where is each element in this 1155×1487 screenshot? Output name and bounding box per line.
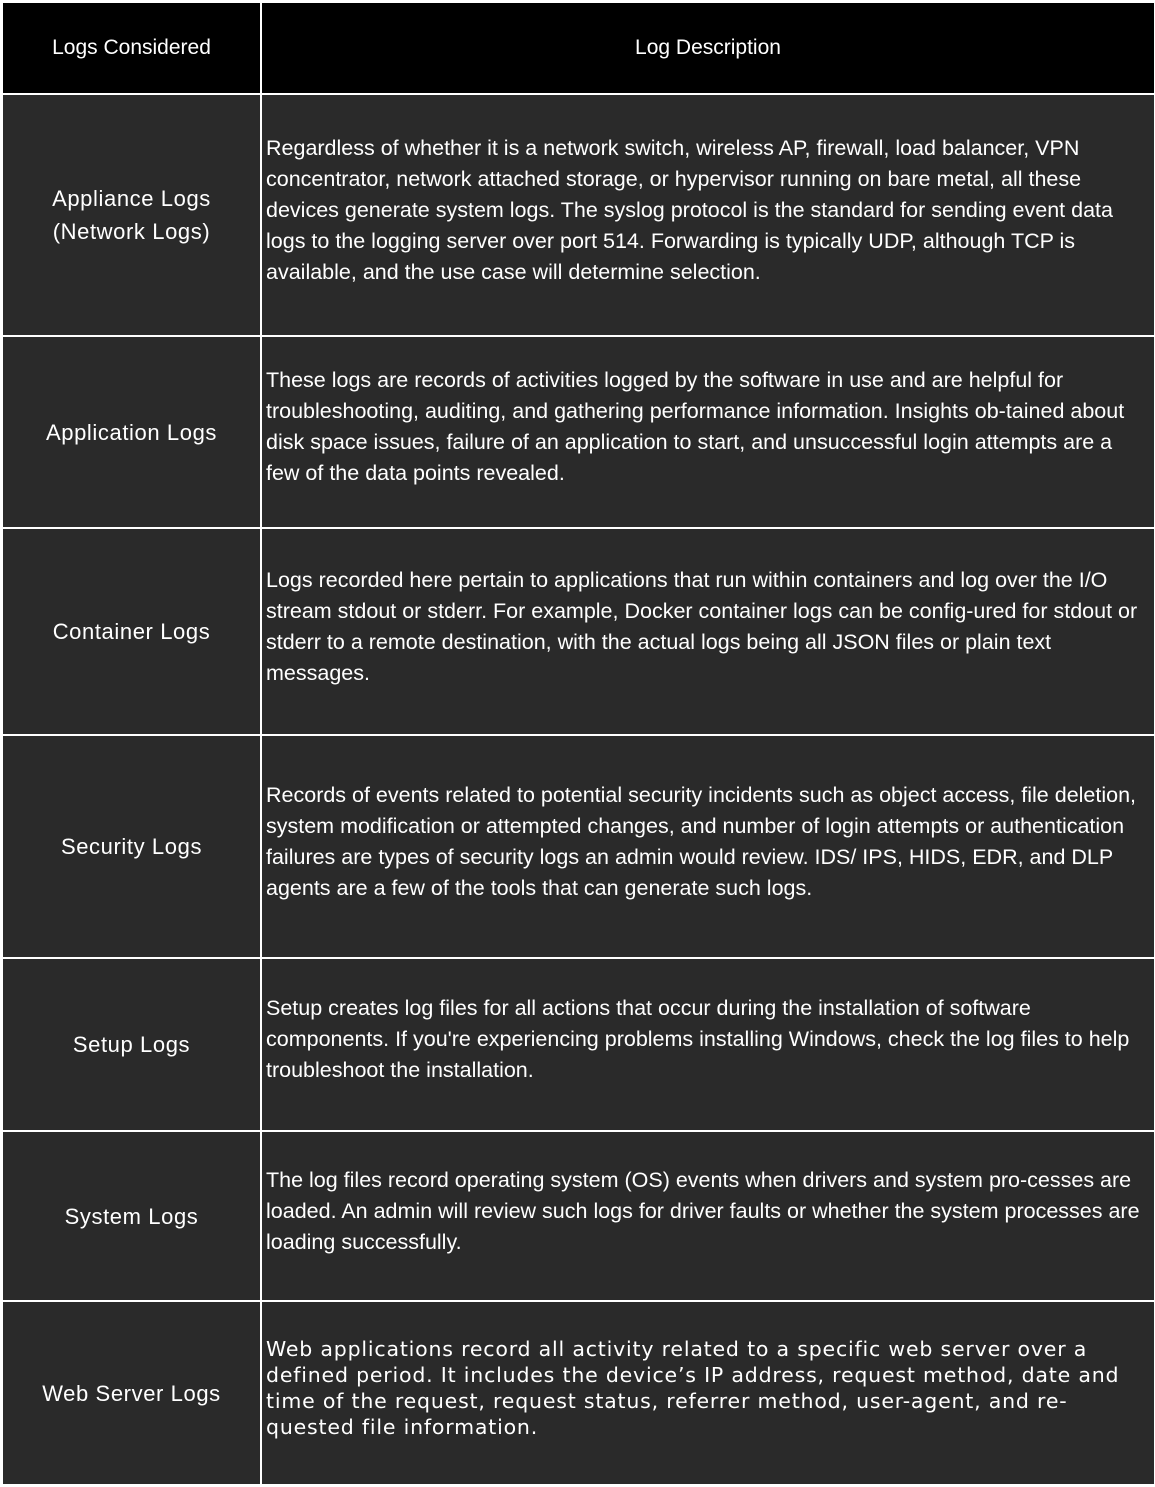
log-type-name: Web Server Logs [2, 1301, 261, 1485]
log-type-name: Application Logs [2, 336, 261, 528]
logs-table [1, 1, 1155, 1486]
header-logs-considered: Logs Considered [2, 2, 261, 94]
log-type-name-line-1: Appliance Logs [52, 186, 211, 211]
log-type-name: Security Logs [2, 735, 261, 958]
table-row [2, 1131, 1155, 1301]
log-description: Regardless of whether it is a network switch, wireless AP, firewall, load balancer, VPN concentrator, network attached storage, or hypervisor running on bare metal, all these devices generate system logs. The syslog protocol is the standard for sending event data logs to the logging server over port 514. Forwarding is typically UDP, although TCP is available, and the use case will determine selection. [261, 94, 1155, 336]
log-description: These logs are records of activities logged by the software in use and are helpful for troubleshooting, auditing, and gathering performance information. Insights ob-tained about disk space issues, failure of an application to start, and unsuccessful login attempts are a few of the data points revealed. [261, 336, 1155, 528]
log-description: The log files record operating system (OS) events when drivers and system pro-cesses are loaded. An admin will review such logs for driver faults or whether the system processes are loading successfully. [261, 1131, 1155, 1301]
log-type-name: System Logs [2, 1131, 261, 1301]
table-row [2, 1301, 1155, 1485]
log-description: Logs recorded here pertain to applications that run within containers and log over the I/O stream stdout or stderr. For example, Docker container logs can be config-ured for stdout or stderr to a remote destination, with the actual logs being all JSON files or plain text messages. [261, 528, 1155, 735]
table-row [2, 336, 1155, 528]
log-type-name: Setup Logs [2, 958, 261, 1131]
log-description: Web applications record all activity related to a specific web server over a defined period. It includes the device’s IP address, request method, date and time of the request, request status, referrer method, user-agent, and re-quested file information. [261, 1301, 1155, 1485]
log-type-name: Container Logs [2, 528, 261, 735]
header-row [2, 2, 1155, 94]
log-type-name [2, 94, 261, 336]
log-description: Records of events related to potential security incidents such as object access, file deletion, system modification or attempted changes, and number of login attempts or authentication failures are types of security logs an admin would review. IDS/ IPS, HIDS, EDR, and DLP agents are a few of the tools that can generate such logs. [261, 735, 1155, 958]
header-log-description: Log Description [261, 2, 1155, 94]
table-row [2, 94, 1155, 336]
table-row [2, 528, 1155, 735]
table-row [2, 958, 1155, 1131]
table-row [2, 735, 1155, 958]
log-type-name-line-2: (Network Logs) [52, 219, 211, 244]
log-description: Setup creates log files for all actions that occur during the installation of software components. If you're experiencing problems installing Windows, check the log files to help troubleshoot the installation. [261, 958, 1155, 1131]
